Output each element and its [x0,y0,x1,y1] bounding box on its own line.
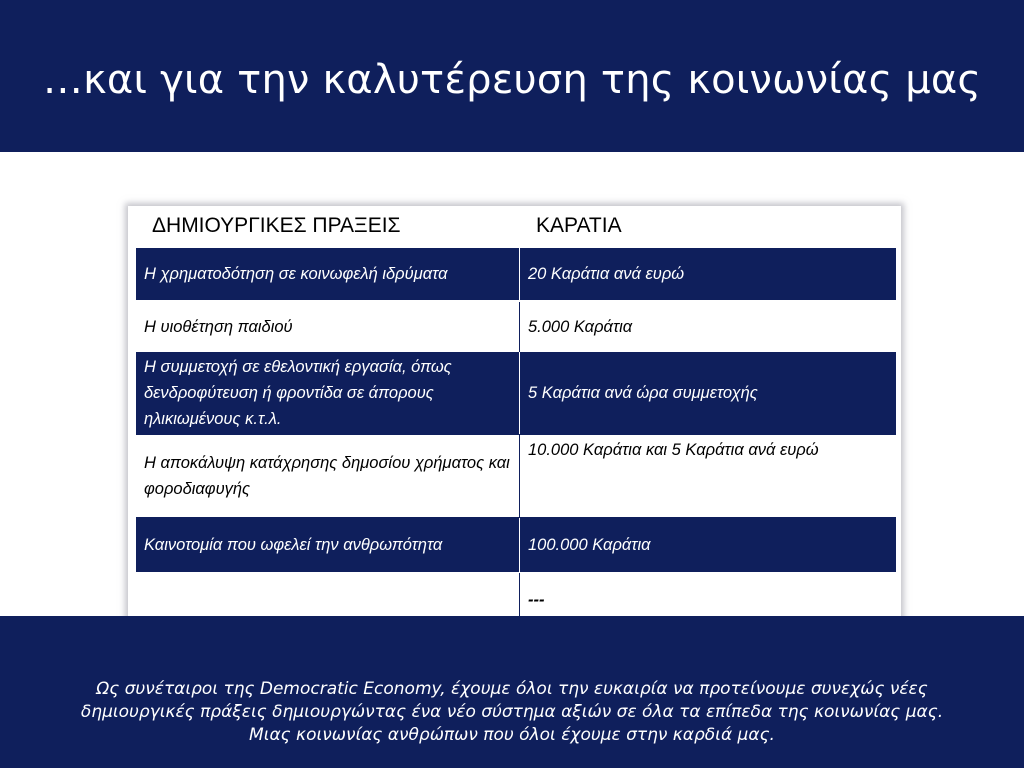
table-row [136,518,896,572]
footer-line: δημιουργικές πράξεις δημιουργώντας ένα νέο σύστημα αξιών σε όλα τα επίπεδα της κοινωνίας μας. [80,702,944,722]
karatia-cell: 10.000 Καράτια και 5 Καράτια ανά ευρώ [528,441,819,459]
footer-line: Μιας κοινωνίας ανθρώπων που όλοι έχουμε στην καρδιά μας. [249,725,775,745]
title-band [0,0,1024,152]
action-cell: Η υιοθέτηση παιδιού [136,302,520,352]
karatia-cell: 5.000 Καράτια [528,318,633,336]
action-cell [136,573,520,616]
footer-text [20,678,1004,747]
table-row [136,435,896,517]
table-row [136,573,896,616]
row-divider [136,517,896,518]
action-cell: Η συμμετοχή σε εθελοντική εργασία, όπως δενδροφύτευση ή φροντίδα σε άπορους ηλικιωμένους κ.τ.λ. [136,352,520,434]
footer-band [0,616,1024,768]
action-cell: Η χρηματοδότηση σε κοινωφελή ιδρύματα [136,248,520,300]
action-cell: Καινοτομία που ωφελεί την ανθρωπότητα [136,518,520,572]
karatia-cell: 100.000 Καράτια [528,536,651,554]
karatia-cell: 20 Καράτια ανά ευρώ [528,265,685,283]
karatia-cell: 5 Καράτια ανά ώρα συμμετοχής [528,384,758,402]
footer-line: Ως συνέταιροι της Democratic Economy, έχουμε όλοι την ευκαιρία να προτείνουμε συνεχώς νέες [96,679,928,699]
column-header-actions: ΔΗΜΙΟΥΡΓΙΚΕΣ ΠΡΑΞΕΙΣ [152,214,401,237]
slide-title: …και για την καλυτέρευση της κοινωνίας μας [42,57,982,103]
table-row [136,248,896,300]
row-divider [136,434,896,435]
column-header-karatia: ΚΑΡΑΤΙΑ [536,214,622,237]
action-cell: Η αποκάλυψη κατάχρησης δημοσίου χρήματος και φοροδιαφυγής [136,435,520,517]
karatia-cell: --- [528,591,545,609]
table-row [136,302,896,352]
table-row [136,352,896,434]
